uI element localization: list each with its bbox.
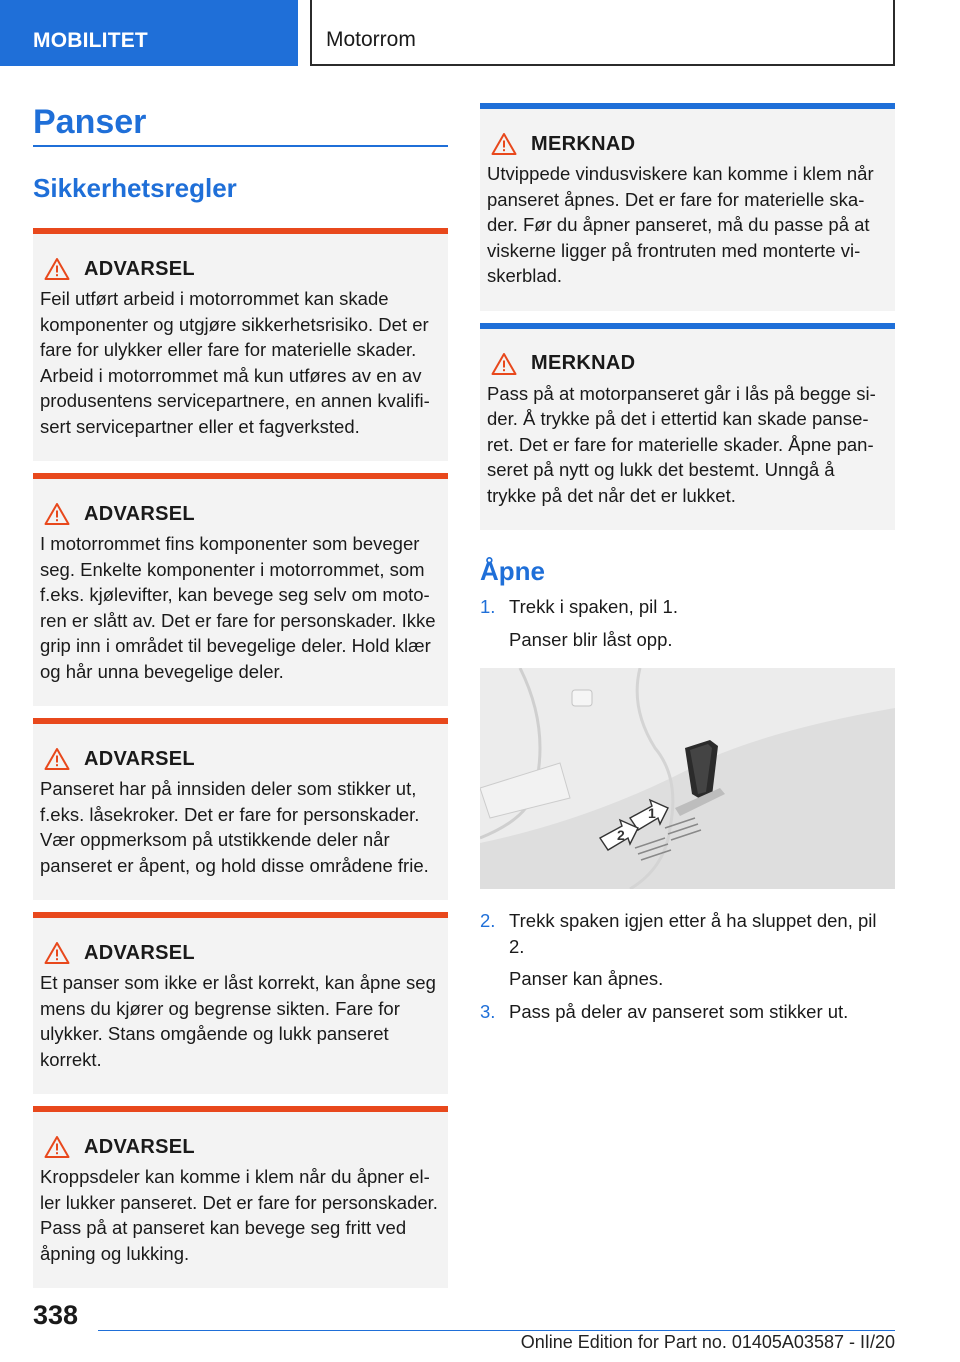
- warning-triangle-icon: [44, 1135, 70, 1159]
- step-number: 2.: [480, 910, 496, 931]
- warning-box: [33, 912, 448, 1094]
- step-text: Pass på deler av panseret som stikker ut.: [509, 1000, 849, 1022]
- page-title: Panser: [33, 103, 147, 141]
- note-box: [480, 103, 895, 311]
- warning-text: Kroppsdeler kan komme i klem når du åpner eller lukker panseret. Det er fare for personskader. Pass på at panseret kan bevege seg fritt ved åpning og lukking.: [40, 1166, 438, 1264]
- warning-text: Feil utført arbeid i motorrommet kan skade komponenter og utgjøre sikkerhetsrisiko. Det er fare for ulykker eller fare for materielle skader. Arbeid i motorrommet må kun utføres av en av produsentens servicepartnere, en annen kvalifisert servicepartner eller et fagverksted.: [40, 288, 430, 437]
- step-list: [480, 908, 895, 1024]
- list-item: [480, 908, 895, 959]
- note-box: [480, 323, 895, 531]
- edition-note: Online Edition for Part no. 01405A03587 - II/20: [520, 1332, 895, 1352]
- warning-title: ADVARSEL: [84, 1135, 195, 1158]
- warning-triangle-icon: [44, 747, 70, 771]
- note-title: MERKNAD: [531, 352, 636, 374]
- warning-title: ADVARSEL: [84, 257, 195, 280]
- note-text: Utvippede vindusviskere kan komme i klem når panseret åpnes. Det er fare for materielle skader. Før du åpner panseret, må du passe på at viskerne ligger på frontruten med monterte viskerblad.: [487, 163, 874, 286]
- warning-triangle-icon: [491, 352, 517, 376]
- warning-triangle-icon: [44, 257, 70, 281]
- step-result: Panser blir låst opp.: [509, 628, 673, 650]
- arrow-1-label: 1: [648, 805, 656, 821]
- step-number: 3.: [480, 1000, 496, 1022]
- step-text: Trekk i spaken, pil 1.: [509, 596, 678, 617]
- warning-text: I motorrommet fins komponenter som beveger seg. Enkelte komponenter i motorrommet, som f.eks. kjølevifter, kan bevege seg selv om motoren er slått av. Det er fare for personskader. Ikke grip inn i området til bevegelige deler. Hold klær og hår unna bevegelige deler.: [40, 533, 436, 682]
- left-column: [33, 100, 448, 1288]
- warning-text: Panseret har på innsiden deler som stikker ut, f.eks. låsekroker. Det er fare for personskader. Vær oppmerksom på utstikkende deler når panseret er åpent, og hold disse områdene frie.: [40, 778, 429, 876]
- right-column: [480, 100, 895, 1024]
- list-item: [480, 594, 895, 620]
- step-list: [480, 594, 895, 652]
- warning-title: ADVARSEL: [84, 941, 195, 964]
- warning-title: ADVARSEL: [84, 747, 195, 770]
- warning-triangle-icon: [491, 132, 517, 156]
- step-text: Trekk spaken igjen etter å ha sluppet den, pil 2.: [509, 910, 877, 957]
- hood-release-lever-illustration: [480, 668, 895, 889]
- step-result: Panser kan åpnes.: [509, 968, 664, 989]
- warning-box: [33, 718, 448, 900]
- warning-box: [33, 228, 448, 461]
- title-rule: [33, 145, 448, 147]
- warning-triangle-icon: [44, 941, 70, 965]
- warning-box: [33, 1106, 448, 1288]
- section-heading-open: Åpne: [480, 556, 545, 586]
- arrow-2-label: 2: [617, 827, 625, 843]
- page-header: [0, 0, 960, 66]
- list-item: [480, 999, 895, 1025]
- warning-text: Et panser som ikke er låst korrekt, kan åpne seg mens du kjører og begrense sikten. Fare for ulykker. Stans omgående og lukk panseret korrekt.: [40, 972, 436, 1070]
- section-heading: Sikkerhetsregler: [33, 173, 237, 203]
- step-number: 1.: [480, 596, 496, 617]
- chapter-title: Motorrom: [310, 0, 895, 66]
- section-tab: MOBILITET: [0, 0, 298, 66]
- note-text: Pass på at motorpanseret går i lås på begge sider. Å trykke på det i ettertid kan skade panseret. Det er fare for materielle skader. Åpne panseret på nytt og lukk det bestemt. Unngå å trykke på det når det er lukket.: [487, 382, 876, 506]
- warning-triangle-icon: [44, 502, 70, 526]
- page-number: 338: [33, 1300, 79, 1330]
- warning-title: ADVARSEL: [84, 502, 195, 525]
- note-title: MERKNAD: [531, 132, 636, 155]
- warning-box: [33, 473, 448, 706]
